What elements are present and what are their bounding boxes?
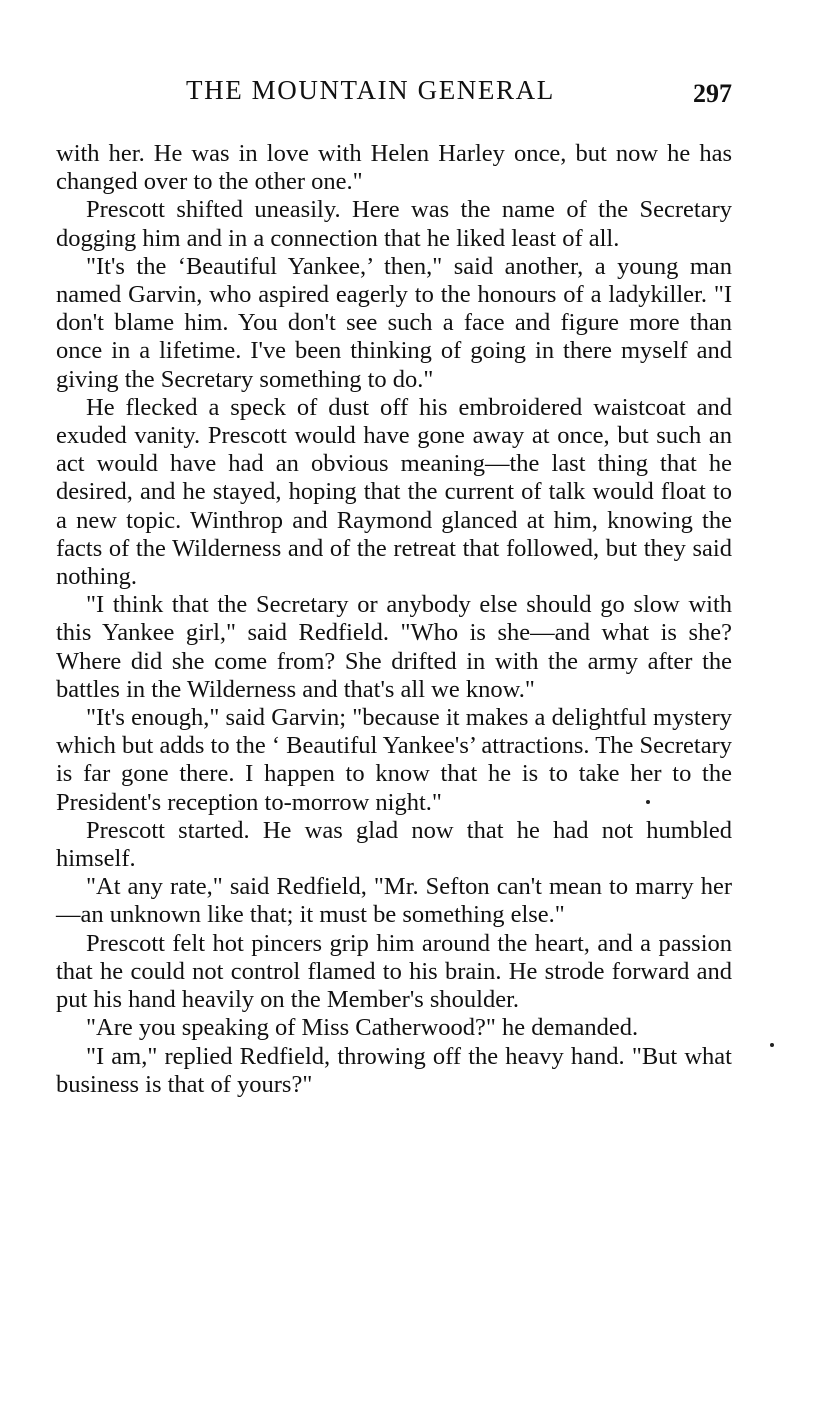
ink-speck xyxy=(770,1043,774,1047)
paragraph-11: "I am," replied Redfield, throwing off the heavy hand. "But what business is that of yours?" xyxy=(56,1042,732,1098)
body-text xyxy=(56,140,732,1099)
paragraph-4: He flecked a speck of dust off his embroidered waistcoat and exuded vanity. Prescott would have gone away at once, but such an act would have had an obvious meaning—the last thing that he desired, and he stayed, hoping that the current of talk would float to a new topic. Winthrop and Raymond glanced at him, knowing the facts of the Wilderness and of the retreat that followed, but they said nothing. xyxy=(56,393,732,591)
paragraph-2: Prescott shifted uneasily. Here was the name of the Secretary dogging him and in a connection that he liked least of all. xyxy=(56,196,732,252)
paragraph-6: "It's enough," said Garvin; "because it makes a delightful mystery which but adds to the ‘ Beautiful Yankee's’ attractions. The Secretary is far gone there. I happen to know that he is to take her to the President's reception to-morrow night." xyxy=(56,704,732,816)
running-title: THE MOUNTAIN GENERAL xyxy=(186,75,555,105)
ink-speck xyxy=(646,800,650,804)
paragraph-8: "At any rate," said Redfield, "Mr. Sefton can't mean to marry her—an unknown like that; it must be something else." xyxy=(56,873,732,929)
paragraph-10: "Are you speaking of Miss Catherwood?" he demanded. xyxy=(86,1014,639,1042)
paragraph-3: "It's the ‘Beautiful Yankee,’ then," said another, a young man named Garvin, who aspired eagerly to the honours of a ladykiller. "I don't blame him. You don't see such a face and figure more than once in a lifetime. I've been thinking of going in there myself and giving the Secretary something to do." xyxy=(56,252,732,393)
running-head xyxy=(56,72,732,112)
paragraph-7: Prescott started. He was glad now that he had not humbled himself. xyxy=(56,816,732,873)
paragraph-9: Prescott felt hot pincers grip him around the heart, and a passion that he could not control flamed to his brain. He strode forward and put his hand heavily on the Member's shoulder. xyxy=(56,929,732,1014)
paragraph-1: with her. He was in love with Helen Harley once, but now he has changed over to the other one." xyxy=(56,140,732,196)
paragraph-5: "I think that the Secretary or anybody else should go slow with this Yankee girl," said Redfield. "Who is she—and what is she? Where did she come from? She drifted in with the army after the battles in the Wilderness and that's all we know." xyxy=(56,591,732,703)
page-number: 297 xyxy=(693,79,732,108)
